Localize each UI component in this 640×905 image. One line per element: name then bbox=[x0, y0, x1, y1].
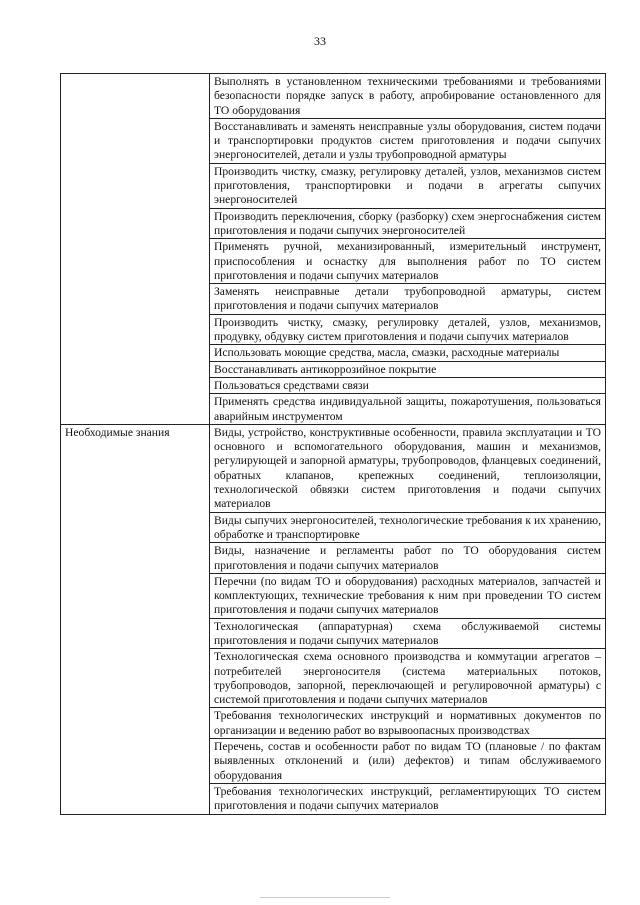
requirement-text-cell: Производить чистку, смазку, регулировку деталей, узлов, механизмов, продувку, обдувку систем приготовления и подачи сыпучих материалов bbox=[210, 314, 606, 345]
requirement-text-cell: Перечень, состав и особенности работ по видам ТО (плановые / по фактам выявленных отклонений и (или) дефектов) и типам обслуживаемого оборудования bbox=[210, 739, 606, 784]
page-number: 33 bbox=[314, 34, 326, 48]
requirement-text-cell: Производить чистку, смазку, регулировку деталей, узлов, механизмов систем приготовления, транспортировки и подачи в агрегаты сыпучих энергоносителей bbox=[210, 163, 606, 208]
table-row bbox=[61, 74, 606, 119]
requirement-text-cell: Требования технологических инструкций и нормативных документов по организации и ведению работ во взрывоопасных производствах bbox=[210, 708, 606, 739]
requirement-text-cell: Виды сыпучих энергоносителей, технологические требования к их хранению, обработке и транспортировке bbox=[210, 512, 606, 543]
requirement-text-cell: Технологическая схема основного производства и коммутации агрегатов – потребителей энергоносителя (система материальных потоков, трубопроводов, запорной, переключающей и регулировочной арматуры) с системой приготовления и подачи сыпучих материалов bbox=[210, 649, 606, 708]
footer-divider bbox=[260, 897, 390, 898]
table-row bbox=[61, 424, 606, 512]
requirement-text-cell: Заменять неисправные детали трубопроводной арматуры, систем приготовления и подачи сыпучих материалов bbox=[210, 284, 606, 315]
requirement-text-cell: Производить переключения, сборку (разборку) схем энергоснабжения систем приготовления и подачи сыпучих энергоносителей bbox=[210, 208, 606, 239]
requirement-text-cell: Применять ручной, механизированный, измерительный инструмент, приспособления и оснастку для выполнения работ по ТО систем приготовления и подачи сыпучих материалов bbox=[210, 239, 606, 284]
requirement-text-cell: Технологическая (аппаратурная) схема обслуживаемой системы приготовления и подачи сыпучих материалов bbox=[210, 618, 606, 649]
requirement-text-cell: Восстанавливать антикоррозийное покрытие bbox=[210, 361, 606, 377]
requirement-text-cell: Использовать моющие средства, масла, смазки, расходные материалы bbox=[210, 345, 606, 361]
section-label-cell bbox=[61, 74, 210, 425]
requirements-table-body bbox=[61, 74, 606, 815]
section-label-cell: Необходимые знания bbox=[61, 424, 210, 814]
requirement-text-cell: Требования технологических инструкций, регламентирующих ТО систем приготовления и подачи сыпучих материалов bbox=[210, 783, 606, 814]
requirement-text-cell: Пользоваться средствами связи bbox=[210, 377, 606, 393]
requirement-text-cell: Применять средства индивидуальной защиты, пожаротушения, пользоваться аварийным инструментом bbox=[210, 394, 606, 425]
requirement-text-cell: Выполнять в установленном техническими требованиями и требованиями безопасности порядке запуск в работу, апробирование остановленного для ТО оборудования bbox=[210, 74, 606, 119]
requirement-text-cell: Виды, устройство, конструктивные особенности, правила эксплуатации и ТО основного и вспомогательного оборудования, машин и механизмов, регулирующей и запорной арматуры, трубопроводов, фланцевых соединений, обратных клапанов, крепежных соединений, теплоизоляции, технологической обвязки систем приготовления и подачи сыпучих материалов bbox=[210, 424, 606, 512]
requirement-text-cell: Перечни (по видам ТО и оборудования) расходных материалов, запчастей и комплектующих, технические требования к ним при проведении ТО систем приготовления и подачи сыпучих материалов bbox=[210, 573, 606, 618]
requirement-text-cell: Виды, назначение и регламенты работ по ТО оборудования систем приготовления и подачи сыпучих материалов bbox=[210, 543, 606, 574]
requirement-text-cell: Восстанавливать и заменять неисправные узлы оборудования, систем подачи и транспортировки продуктов систем приготовления и подачи сыпучих энергоносителей, детали и узлы трубопроводной арматуры bbox=[210, 118, 606, 163]
requirements-table bbox=[60, 73, 606, 815]
